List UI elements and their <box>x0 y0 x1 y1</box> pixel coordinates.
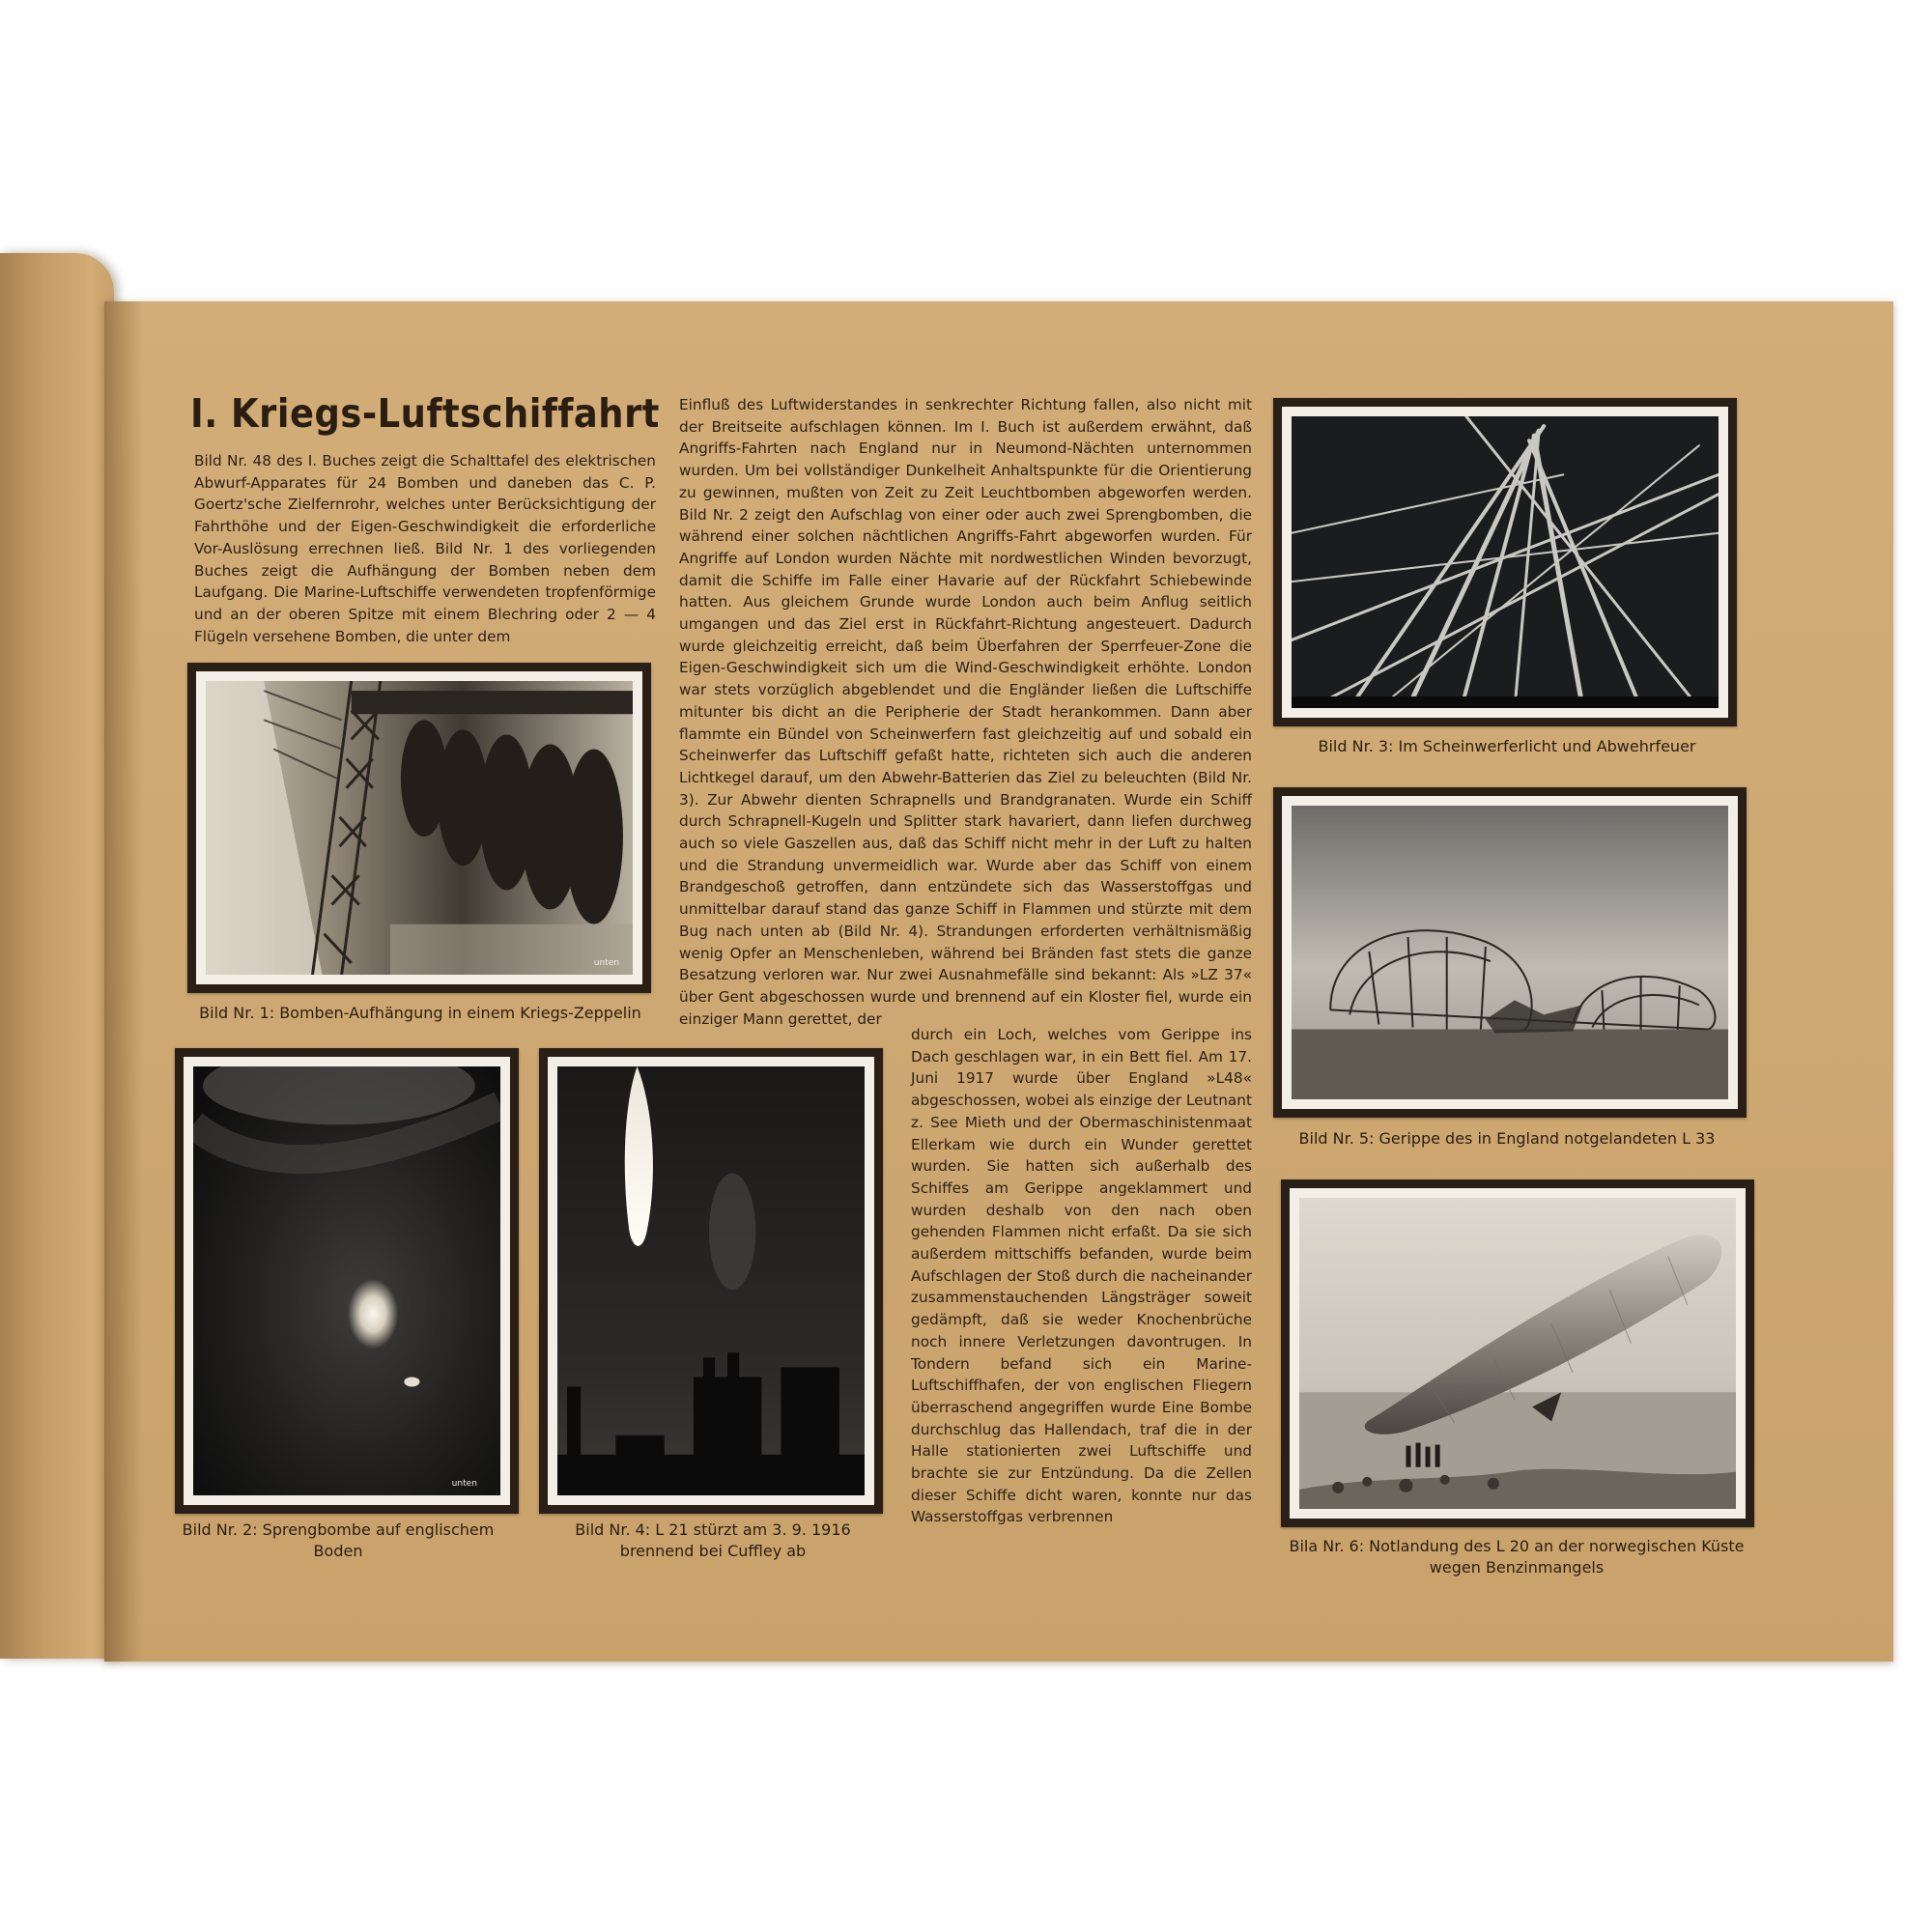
figure-5-caption: Bild Nr. 5: Gerippe des in England notgelandeten L 33 <box>1298 1129 1716 1148</box>
figure-3-mat <box>1282 407 1728 718</box>
figure-3-caption: Bild Nr. 3: Im Scheinwerferlicht und Abwehrfeuer <box>1318 737 1696 755</box>
continuation-paragraph: durch ein Loch, welches vom Gerippe ins Dach geschlagen war, in ein Bett fiel. Am 17. Juni 1917 wurde über England »L48« abgeschossen, wobei als einzige der Leutnant z. See Mieth und der Obermaschinistenmaat Ellerkam wie durch ein Wunder gerettet wurden. Sie hatten sich außerhalb des Schiffes am Gerippe angeklammert und wurden deshalb von den nach oben gehenden Flammen nicht erfaßt. Da sie sich außerdem mittschiffs befanden, wurde beim Aufschlagen der Stoß durch die nacheinander zusammenstauchenden Längsträger soweit gedämpft, daß sie weder Knochenbrüche noch innere Verletzungen davontrugen. In Tondern befand sich ein Marine-Luftschiffhafen, der von englischen Fliegern überraschend angegriffen wurde Eine Bombe durchschlug das Hallendach, traf die in der Halle stationierten zwei Luftschiffe und brachte sie zur Entzündung. Da die Zellen dieser Schiffe dicht waren, konnte nur das Wasserstoffgas verbrennen <box>911 1026 1252 1526</box>
figure-6-caption-line-2: wegen Benzinmangels <box>1429 1558 1605 1577</box>
album-previous-page-edge <box>0 253 114 1659</box>
figure-1-mark: unten <box>593 957 620 968</box>
figure-4-frame <box>539 1048 883 1514</box>
figure-5-frame <box>1273 787 1747 1118</box>
figure-6-caption-line-1: Bila Nr. 6: Notlandung des L 20 an der norwegischen Küste <box>1289 1537 1745 1555</box>
figure-4-photo <box>557 1066 865 1495</box>
intro-paragraph: Bild Nr. 48 des I. Buches zeigt die Schalttafel des elektrischen Abwurf-Apparates für 24 Bomben und daneben das C. P. Goertz'sche Zielfernrohr, welches unter Berücksichtigung der Fahrthöhe und der Eigen-Geschwindigkeit die erforderliche Vor-Auslösung errechnen ließ. Bild Nr. 1 des vorliegenden Buches zeigt die Aufhängung der Bomben neben dem Laufgang. Die Marine-Luftschiffe verwendeten tropfenförmige und an der oberen Spitze mit einem Blechring oder 2 — 4 Flügeln versehene Bomben, die unter dem <box>194 452 656 645</box>
figure-6-frame <box>1281 1179 1754 1527</box>
figure-1-photo <box>206 681 633 975</box>
figure-2-mark: unten <box>451 1478 477 1489</box>
figure-6-photo <box>1299 1198 1736 1509</box>
figure-6-mat <box>1290 1188 1746 1519</box>
figure-1-caption: Bild Nr. 1: Bomben-Aufhängung in einem Kriegs-Zeppelin <box>199 1004 641 1022</box>
figure-2-caption-line-2: Boden <box>313 1542 363 1560</box>
figure-3-frame <box>1273 398 1737 726</box>
figure-2-photo <box>193 1066 500 1495</box>
figure-4-mat <box>548 1057 874 1505</box>
figure-5-mat <box>1282 796 1738 1109</box>
main-paragraph: Einfluß des Luftwiderstandes in senkrechter Richtung fallen, also nicht mit der Breitseite aufschlagen können. Im I. Buch ist außerdem erwähnt, daß Angriffs-Fahrten nach England nur in Neumond-Nächten unternommen wurden. Um bei vollständiger Dunkelheit Anhaltspunkte für die Orientierung zu gewinnen, mußten von Zeit zu Zeit Leuchtbomben abgeworfen werden. Bild Nr. 2 zeigt den Aufschlag von einer oder auch zwei Sprengbomben, die während einer solchen nächtlichen Angriffs-Fahrt abgeworfen wurden. Für Angriffe auf London wurden Nächte mit nordwestlichen Winden bevorzugt, damit die Schiffe im Falle einer Havarie auf der Rückfahrt Schiebewinde hatten. Aus gleichem Grunde wurde London auch beim Anflug seitlich umgangen und das Ziel erst in Rückfahrt-Richtung angesteuert. Dadurch wurde gleichzeitig erreicht, daß beim Überfahren der Sperrfeuer-Zone die Eigen-Geschwindigkeit sich um die Wind-Geschwindigkeit erhöhte. London war stets vorzüglich abgeblendet und die Engländer ließen die Luftschiffe mitunter bis dicht an die Peripherie der Stadt herankommen. Dann aber flammte ein Bündel von Scheinwerfern fast gleichzeitig auf und sobald ein Scheinwerfer das Luftschiff gefaßt hatte, richteten sich auch die anderen Lichtkegel darauf, um den Abwehr-Batterien das Ziel zu beleuchten (Bild Nr. 3). Zur Abwehr dienten Schrapnells und Brandgranaten. Wurde ein Schiff durch Schrapnell-Kugeln und Splitter stark havariert, dann liefen durchweg auch so viele Gaszellen aus, daß das Schiff nicht mehr in der Luft zu halten und die Strandung unvermeidlich war. Wurde aber das Schiff von einem Brandgeschoß getroffen, dann entzündete sich das Wasserstoffgas und unmittelbar darauf stand das ganze Schiff in Flammen und stürzte mit dem Bug nach unten ab (Bild Nr. 4). Strandungen erforderten verhältnismäßig wenig Opfer an Menschenleben, während bei Bränden fast stets die ganze Besatzung verloren war. Nur zwei Ausnahmefälle sind bekannt: Als »LZ 37« über Gent abgeschossen wurde und brennend auf ein Kloster fiel, wurde ein einziger Mann gerettet, der <box>679 396 1252 1028</box>
figure-4-caption-line-1: Bild Nr. 4: L 21 stürzt am 3. 9. 1916 <box>575 1520 851 1539</box>
figure-2-mat <box>184 1057 510 1505</box>
figure-4-caption-line-2: brennend bei Cuffley ab <box>619 1542 807 1560</box>
figure-1-mat <box>196 671 642 984</box>
page-gutter-shadow <box>104 301 143 1662</box>
figure-1-frame <box>187 663 651 993</box>
figure-5-photo <box>1292 806 1728 1099</box>
figure-2-frame <box>175 1048 519 1514</box>
page-title: I. Kriegs-Luftschiffahrt <box>190 390 660 437</box>
figure-3-photo <box>1292 416 1719 708</box>
figure-2-caption-line-1: Bild Nr. 2: Sprengbombe auf englischem <box>182 1520 495 1539</box>
